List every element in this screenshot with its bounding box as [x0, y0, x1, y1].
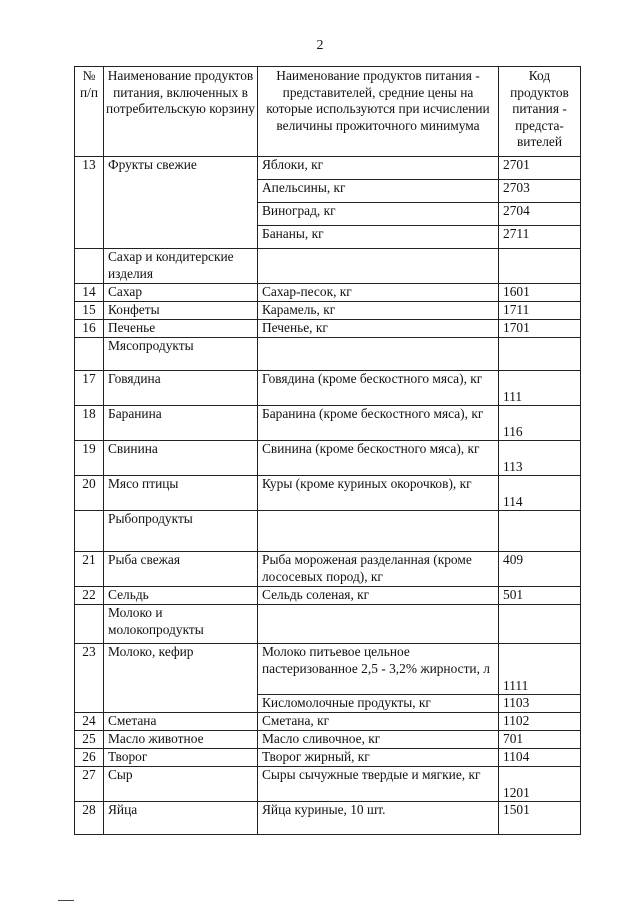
table-row — [75, 284, 581, 302]
row-num: 26 — [75, 749, 104, 767]
page-number: 2 — [316, 38, 324, 53]
row-representative: Говядина (кроме бескостного мяса), кг — [258, 371, 499, 406]
row-num: 28 — [75, 802, 104, 835]
row-representative: Свинина (кроме бескостного мяса), кг — [258, 441, 499, 476]
row-code: 114 — [499, 476, 581, 511]
table-header-row — [75, 67, 581, 157]
row-representative: Куры (кроме куриных окорочков), кг — [258, 476, 499, 511]
row-code: 1111 — [499, 644, 581, 695]
row-product-name: Конфеты — [104, 302, 258, 320]
header-code: Код продуктов питания - предста-вителей — [499, 67, 581, 157]
row-code: 1104 — [499, 749, 581, 767]
row-num: 14 — [75, 284, 104, 302]
row-representative: Сельдь соленая, кг — [258, 587, 499, 605]
row-code: 1102 — [499, 713, 581, 731]
row-num: 24 — [75, 713, 104, 731]
row-num: 18 — [75, 406, 104, 441]
group-row — [75, 511, 581, 552]
row-code: 116 — [499, 406, 581, 441]
row-product-name: Фрукты свежие — [104, 157, 258, 249]
row-num: 27 — [75, 767, 104, 802]
row-product-name: Масло животное — [104, 731, 258, 749]
table-row — [75, 802, 581, 835]
row-product-name: Молоко, кефир — [104, 644, 258, 713]
row-representative: Яйца куриные, 10 шт. — [258, 802, 499, 835]
row-product-name: Мясо птицы — [104, 476, 258, 511]
row-code: 113 — [499, 441, 581, 476]
table-row — [75, 644, 581, 695]
group-label: Мясопродукты — [104, 338, 258, 371]
row-product-name: Творог — [104, 749, 258, 767]
row-num: 25 — [75, 731, 104, 749]
header-representatives: Наименование продуктов питания - представителей, средние цены на которые используются при исчислении величины прожиточного минимума — [258, 67, 499, 157]
row-num: 17 — [75, 371, 104, 406]
row-product-name: Говядина — [104, 371, 258, 406]
row-representative: Яблоки, кг — [258, 157, 499, 180]
table-row — [75, 371, 581, 406]
table-row — [75, 767, 581, 802]
row-num: 22 — [75, 587, 104, 605]
row-representative: Карамель, кг — [258, 302, 499, 320]
row-product-name: Сыр — [104, 767, 258, 802]
table-row — [75, 749, 581, 767]
row-code: 1601 — [499, 284, 581, 302]
row-representative: Печенье, кг — [258, 320, 499, 338]
row-code: 1501 — [499, 802, 581, 835]
row-code: 1201 — [499, 767, 581, 802]
row-product-name: Сельдь — [104, 587, 258, 605]
row-code: 2701 — [499, 157, 581, 180]
row-product-name: Печенье — [104, 320, 258, 338]
row-num: 19 — [75, 441, 104, 476]
table-row — [75, 302, 581, 320]
row-representative: Баранина (кроме бескостного мяса), кг — [258, 406, 499, 441]
row-code: 701 — [499, 731, 581, 749]
row-code: 2711 — [499, 226, 581, 249]
row-representative: Виноград, кг — [258, 203, 499, 226]
group-row — [75, 338, 581, 371]
table-row — [75, 552, 581, 587]
row-representative: Кисломолочные продукты, кг — [258, 695, 499, 713]
row-representative: Сыры сычужные твердые и мягкие, кг — [258, 767, 499, 802]
group-label: Сахар и кондитерские изделия — [104, 249, 258, 284]
row-code: 501 — [499, 587, 581, 605]
group-row — [75, 249, 581, 284]
row-code: 1711 — [499, 302, 581, 320]
row-representative: Рыба мороженая разделанная (кроме лососевых пород), кг — [258, 552, 499, 587]
group-label: Молоко и молокопродукты — [104, 605, 258, 644]
row-num: 16 — [75, 320, 104, 338]
row-product-name: Сахар — [104, 284, 258, 302]
row-product-name: Свинина — [104, 441, 258, 476]
table-row — [75, 441, 581, 476]
row-code: 111 — [499, 371, 581, 406]
table-row — [75, 157, 581, 180]
row-representative: Масло сливочное, кг — [258, 731, 499, 749]
row-num: 20 — [75, 476, 104, 511]
header-product-name: Наименование продуктов питания, включенных в потребительскую корзину — [104, 67, 258, 157]
header-num: № п/п — [75, 67, 104, 157]
table-row — [75, 731, 581, 749]
table-row — [75, 476, 581, 511]
row-code: 2704 — [499, 203, 581, 226]
table-row — [75, 587, 581, 605]
row-representative: Молоко питьевое цельное пастеризованное 2,5 - 3,2% жирности, л — [258, 644, 499, 695]
row-product-name: Рыба свежая — [104, 552, 258, 587]
row-code: 1103 — [499, 695, 581, 713]
row-num: 13 — [75, 157, 104, 249]
group-row — [75, 605, 581, 644]
row-representative: Сметана, кг — [258, 713, 499, 731]
row-num: 23 — [75, 644, 104, 713]
row-num: 21 — [75, 552, 104, 587]
row-code: 1701 — [499, 320, 581, 338]
table-row — [75, 320, 581, 338]
row-product-name: Баранина — [104, 406, 258, 441]
consumer-basket-table — [74, 66, 581, 835]
row-representative: Апельсины, кг — [258, 180, 499, 203]
row-num: 15 — [75, 302, 104, 320]
page-edge-mark — [58, 900, 74, 901]
row-representative: Бананы, кг — [258, 226, 499, 249]
row-code: 409 — [499, 552, 581, 587]
table-row — [75, 406, 581, 441]
row-representative: Творог жирный, кг — [258, 749, 499, 767]
row-product-name: Яйца — [104, 802, 258, 835]
row-representative: Сахар-песок, кг — [258, 284, 499, 302]
table-row — [75, 713, 581, 731]
group-label: Рыбопродукты — [104, 511, 258, 552]
row-code: 2703 — [499, 180, 581, 203]
row-product-name: Сметана — [104, 713, 258, 731]
